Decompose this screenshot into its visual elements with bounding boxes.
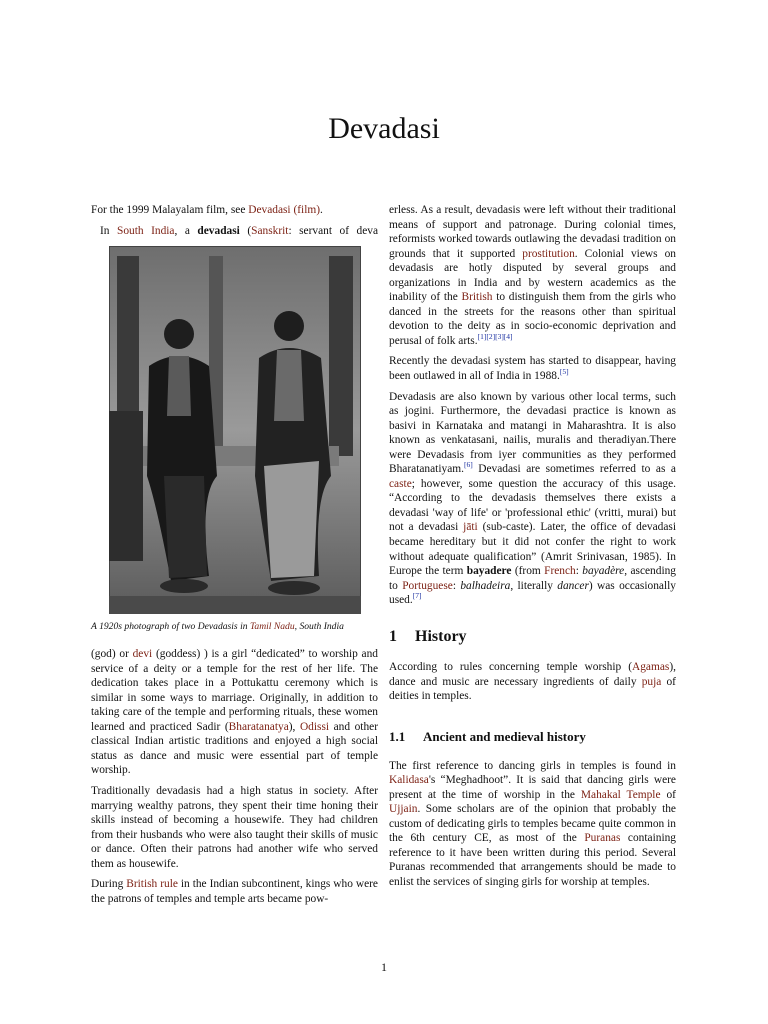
link-ujjain[interactable]: Ujjain	[389, 803, 418, 816]
page-title: Devadasi	[328, 112, 440, 145]
left-column	[91, 203, 378, 912]
link-agamas[interactable]: Agamas	[632, 661, 670, 674]
paragraph-british-rule: During British rule in the Indian subcontinent, kings who were the patrons of temples and temple arts became pow-	[91, 878, 378, 905]
link-mahakal-temple[interactable]: Mahakal Temple	[580, 788, 661, 801]
citation-ref[interactable]: [6]	[463, 460, 473, 470]
link-odissi[interactable]: Odissi	[299, 720, 330, 733]
link-french[interactable]: French	[544, 565, 576, 578]
link-jati[interactable]: jāti	[463, 521, 478, 534]
paragraph-ancient: The first reference to dancing girls in temples is found in Kalidasa's “Meghadhoot”. It is said that dancing girls were present at the time of worship in the Mahakal Temple of Ujjain. Some scholars are of the opinion that probably the custom of dedicating girls to temples became quite common in the 6th century CE, as most of the Puranas containing reference to it have been written during this period. Several Puranas recommended that arrangements should be made to enlist the services of singing girls for worship at temples.	[389, 759, 677, 888]
link-tamil-nadu[interactable]: Tamil Nadu	[249, 621, 295, 633]
paragraph-history: According to rules concerning temple worship (Agamas), dance and music are necessary ingredients of daily puja of deities in temples.	[389, 661, 676, 703]
link-prostitution[interactable]: prostitution	[522, 247, 575, 260]
link-puranas[interactable]: Puranas	[584, 832, 621, 845]
paragraph-known-as: Devadasis are also known by various other local terms, such as jogini. Furthermore, the devadasi practice is known as basivi in Karnataka and matangi in Maharashtra. It is also known as venkatasani, nailis, muralis and theradiyan.There were Devadasis from iyer communities as they performed Bharatanatiyam.[6] Devadasi are sometimes referred to as a caste; however, some question the accuracy of this usage. “According to the devadasis themselves there exists a devadasi 'way of life' or 'professional ethic' (vritti, murai) but not a devadasi jāti (sub-caste). Later, the office of devadasi became hereditary but it did not confer the right to work without adequate qualification” (Amrit Srinivasan, 1985). In Europe the term bayadere (from French: bayadère, ascending to Portuguese: balhadeira, literally dancer) was occasionally used.[7]	[389, 390, 677, 607]
link-puja[interactable]: puja	[641, 675, 662, 688]
figure-caption: A 1920s photograph of two Devadasis in Tamil Nadu, South India	[91, 621, 344, 633]
right-column	[389, 203, 676, 895]
page-number: 1	[381, 960, 387, 974]
link-devadasi-film[interactable]: Devadasi (film)	[248, 204, 321, 216]
citation-ref[interactable]: [7]	[412, 591, 422, 601]
link-kalidasa[interactable]: Kalidasa	[389, 774, 429, 787]
link-british[interactable]: British	[461, 291, 493, 304]
photo-two-devadasis	[109, 246, 361, 614]
intro-paragraph: In South India, a devadasi (Sanskrit: servant of deva	[100, 224, 379, 237]
link-sanskrit[interactable]: Sanskrit	[251, 224, 289, 237]
paragraph-traditional: Traditionally devadasis had a high status in society. After marrying wealthy patrons, they spent their time honing their skills instead of becoming a housewife. They had children from their husbands who were also taught their skills of music or dance. Often their patrons had another wife who served them as housewife.	[91, 785, 378, 870]
paragraph-recently: Recently the devadasi system has started to disappear, having been outlawed in all of India in 1988.[5]	[389, 355, 676, 383]
citation-ref[interactable]: [5]	[559, 367, 569, 377]
link-south-india[interactable]: South India	[117, 224, 175, 237]
link-devi[interactable]: devi	[132, 648, 153, 661]
link-caste[interactable]: caste	[389, 477, 412, 490]
section-heading-history: 1 History	[389, 627, 467, 645]
link-portuguese[interactable]: Portuguese	[402, 579, 453, 592]
paragraph-erless: erless. As a result, devadasis were left without their traditional means of support and patronage. During colonial times, reformists worked towards outlawing the devadasi tradition on grounds that it supported prostitution. Colonial views on devadasis are hotly disputed by several groups and organizations in India and by western academics as the inability of the British to distinguish them from the girls who danced in the streets for the reasons other than spiritual devotion to the deity as in socio-economic deprivation and perusal of folk arts.[1][2][3][4]	[389, 204, 676, 347]
subsection-heading-ancient: 1.1 Ancient and medieval history	[389, 728, 586, 744]
paragraph-worship: (god) or devi (goddess) ) is a girl “dedicated” to worship and service of a deity or a temple for the rest of her life. The dedication takes place in a Pottukattu ceremony which is similar in some ways to marriage. Originally, in addition to taking care of the temple and performing rituals, these women learned and practiced Sadir (Bharatanatya), Odissi and other classical Indian artistic traditions and enjoyed a high social status as dance and music were essential part of temple worship.	[91, 648, 378, 777]
link-bharatanatya[interactable]: Bharatanatya	[228, 720, 289, 733]
link-british-rule[interactable]: British rule	[126, 878, 178, 891]
citation-refs[interactable]: [1][2][3][4]	[477, 332, 513, 342]
hatnote: For the 1999 Malayalam film, see Devadasi (film).	[91, 204, 323, 216]
